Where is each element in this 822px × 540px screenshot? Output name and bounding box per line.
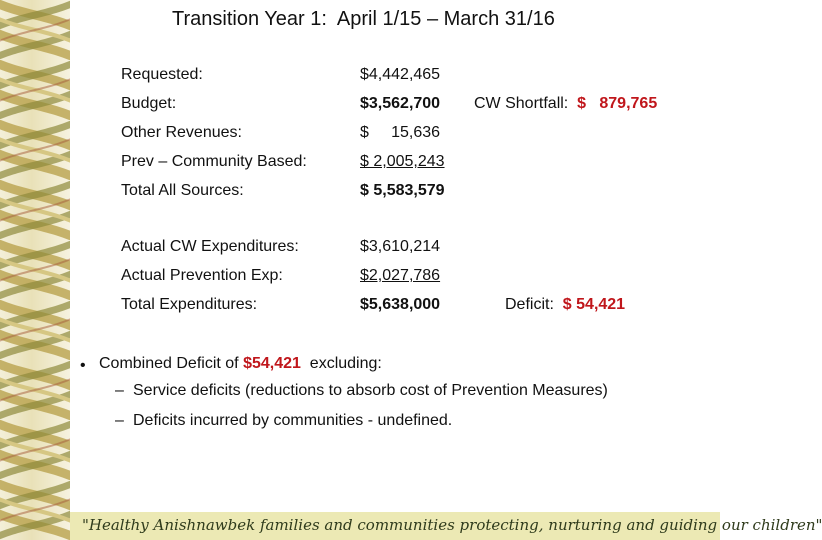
bullet-icon: • xyxy=(80,357,86,374)
combined-deficit-statement xyxy=(99,355,382,373)
dash-icon: – xyxy=(115,382,124,399)
budget-value: $3,562,700 xyxy=(360,95,441,112)
combined-deficit-amount: $54,421 xyxy=(243,355,301,372)
cw-shortfall-value: $ 879,765 xyxy=(577,95,658,112)
requested-label: Requested: xyxy=(121,66,203,83)
total-sources-value: $ 5,583,579 xyxy=(360,182,445,199)
prevention-community-label: Prev – Community Based: xyxy=(121,153,307,170)
deficit xyxy=(505,296,625,314)
sub-item-service-deficits: Service deficits (reductions to absorb cost of Prevention Measures) xyxy=(133,382,608,399)
budget-label: Budget: xyxy=(121,95,177,112)
sub-item-community-deficits: Deficits incurred by communities - undefined. xyxy=(133,412,453,429)
cw-expenditures-label: Actual CW Expenditures: xyxy=(121,238,299,255)
braid-graphic xyxy=(0,0,70,540)
combined-deficit-prefix: Combined Deficit of xyxy=(99,355,244,372)
other-revenues-value: $ 15,636 xyxy=(360,124,441,141)
combined-deficit-suffix: excluding: xyxy=(300,355,382,372)
total-expenditures-value: $5,638,000 xyxy=(360,296,441,313)
deficit-value: $ 54,421 xyxy=(562,296,626,313)
braided-sweetgrass-decoration xyxy=(0,0,70,540)
cw-shortfall-label: CW Shortfall: xyxy=(474,95,569,112)
prevention-community-value: $ 2,005,243 xyxy=(360,153,445,170)
other-revenues-label: Other Revenues: xyxy=(121,124,242,141)
cw-expenditures-value: $3,610,214 xyxy=(360,238,441,255)
footer-quote: "Healthy Anishnawbek families and communities protecting, nurturing and guiding our children" xyxy=(82,516,822,534)
dash-icon: – xyxy=(115,412,124,429)
prevention-exp-value: $2,027,786 xyxy=(360,267,441,284)
footer-banner xyxy=(70,512,822,540)
prevention-exp-label: Actual Prevention Exp: xyxy=(121,267,283,284)
total-expenditures-label: Total Expenditures: xyxy=(121,296,258,313)
slide-title: Transition Year 1: April 1/15 – March 31/16 xyxy=(172,8,555,30)
total-sources-label: Total All Sources: xyxy=(121,182,244,199)
requested-value: $4,442,465 xyxy=(360,66,441,83)
cw-shortfall xyxy=(474,95,657,113)
deficit-label: Deficit: xyxy=(505,296,554,313)
